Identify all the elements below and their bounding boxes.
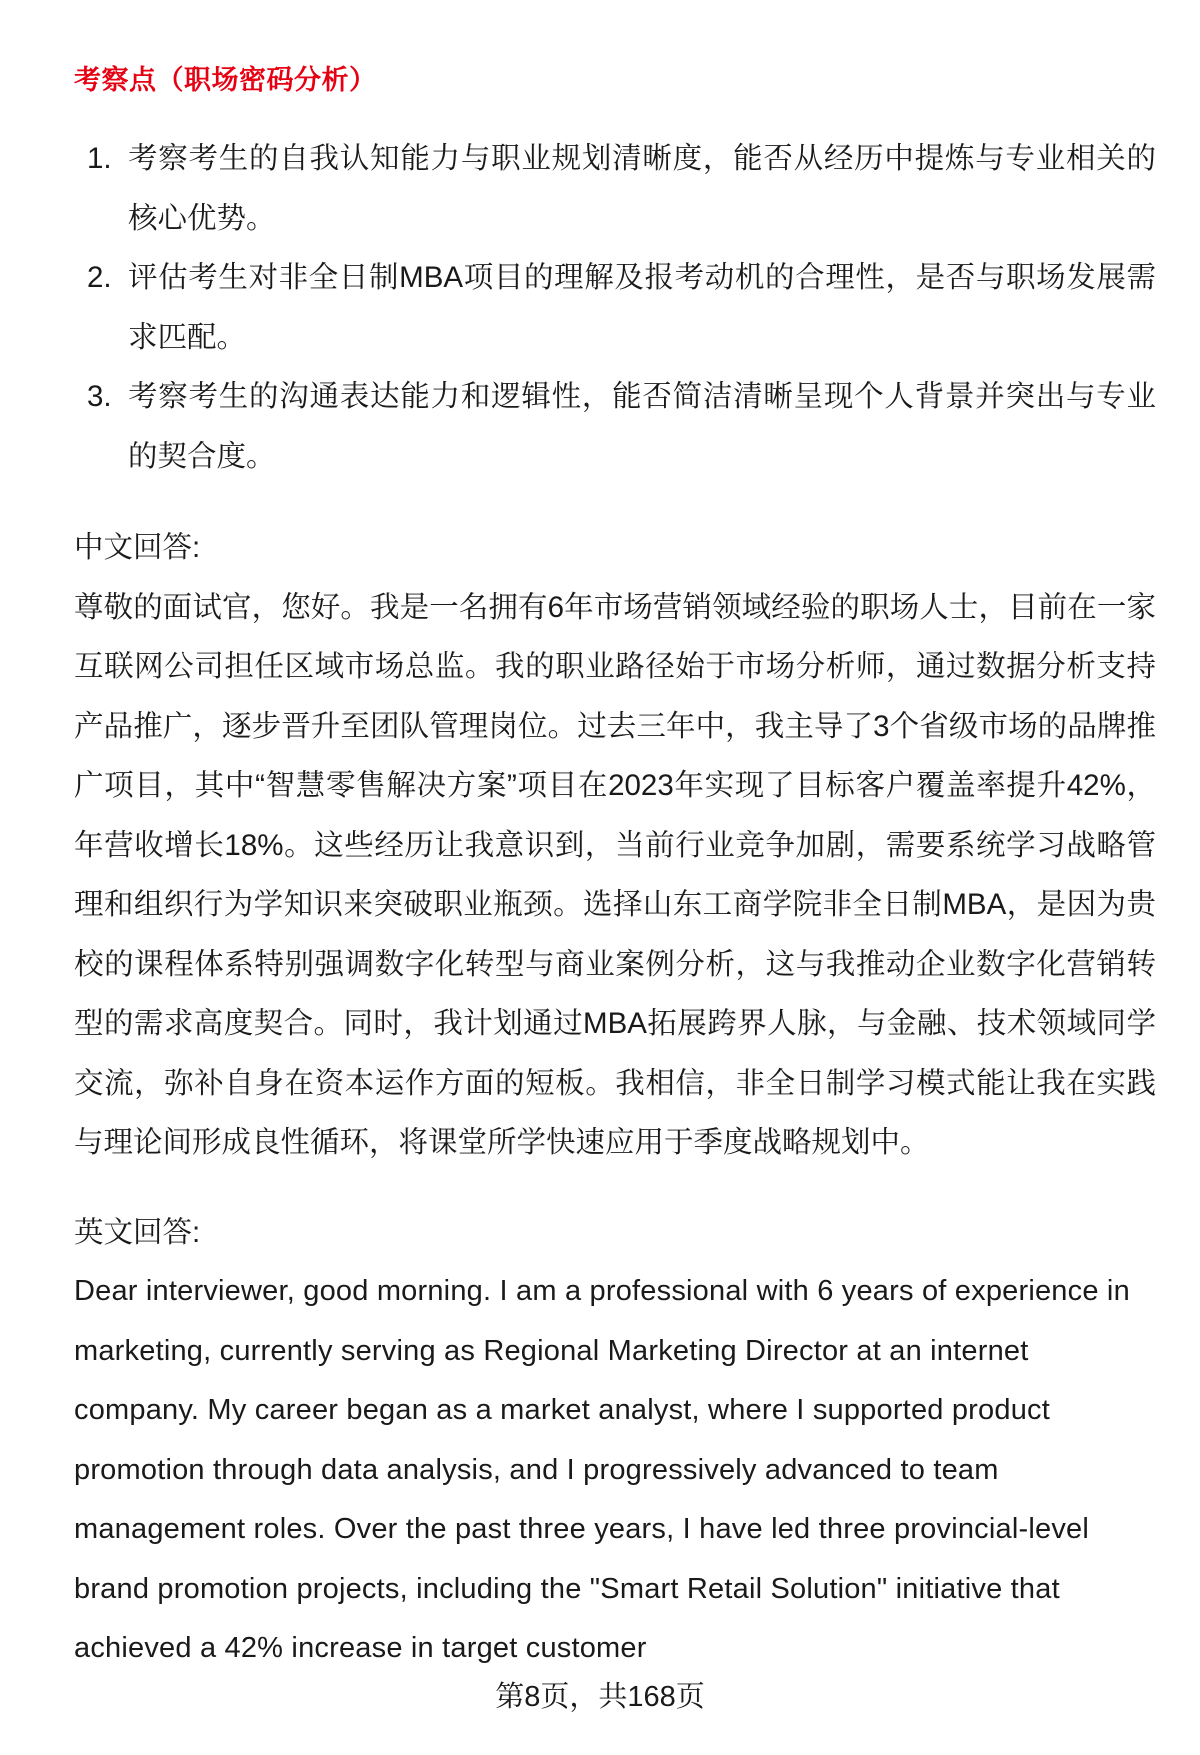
list-item (74, 248, 1156, 367)
chinese-answer-label: 中文回答: (74, 531, 201, 564)
list-item-text: 评估考生对非全日制MBA项目的理解及报考动机的合理性，是否与职场发展需求匹配。 (128, 261, 1156, 354)
criteria-list (74, 129, 1156, 486)
list-item-number: 3. (87, 380, 112, 413)
list-item-text: 考察考生的沟通表达能力和逻辑性，能否简洁清晰呈现个人背景并突出与专业的契合度。 (128, 380, 1156, 473)
list-item (74, 367, 1156, 486)
list-item-text: 考察考生的自我认知能力与职业规划清晰度，能否从经历中提炼与专业相关的核心优势。 (128, 142, 1156, 235)
chinese-answer-text: 尊敬的面试官，您好。我是一名拥有6年市场营销领域经验的职场人士，目前在一家互联网公司担任区域市场总监。我的职业路径始于市场分析师，通过数据分析支持产品推广，逐步晋升至团队管理岗位。过去三年中，我主导了3个省级市场的品牌推广项目，其中“智慧零售解决方案”项目在2023年实现了目标客户覆盖率提升42%，年营收增长18%。这些经历让我意识到，当前行业竞争加剧，需要系统学习战略管理和组织行为学知识来突破职业瓶颈。选择山东工商学院非全日制MBA，是因为贵校的课程体系特别强调数字化转型与商业案例分析，这与我推动企业数字化营销转型的需求高度契合。同时，我计划通过MBA拓展跨界人脉，与金融、技术领域同学交流，弥补自身在资本运作方面的短板。我相信，非全日制学习模式能让我在实践与理论间形成良性循环，将课堂所学快速应用于季度战略规划中。 (74, 590, 1156, 1159)
page-indicator: 第8页，共168页 (495, 1681, 705, 1713)
english-answer-label: 英文回答: (74, 1215, 201, 1249)
list-item-number: 1. (87, 142, 112, 175)
list-item-number: 2. (87, 261, 112, 294)
english-answer-text: Dear interviewer, good morning. I am a professional with 6 years of experience in marketing, currently serving as Regional Marketing Director at an internet company. My career began as a market analyst, where I supported product promotion through data analysis, and I progressively advanced to team management roles. Over the past three years, I have led three provincial-level brand promotion projects, including the "Smart Retail Solution" initiative that achieved a 42% increase in target customer (74, 1275, 1130, 1664)
list-item (74, 129, 1156, 248)
page-content (74, 0, 1156, 1676)
section-heading: 考察点（职场密码分析） (74, 65, 377, 95)
